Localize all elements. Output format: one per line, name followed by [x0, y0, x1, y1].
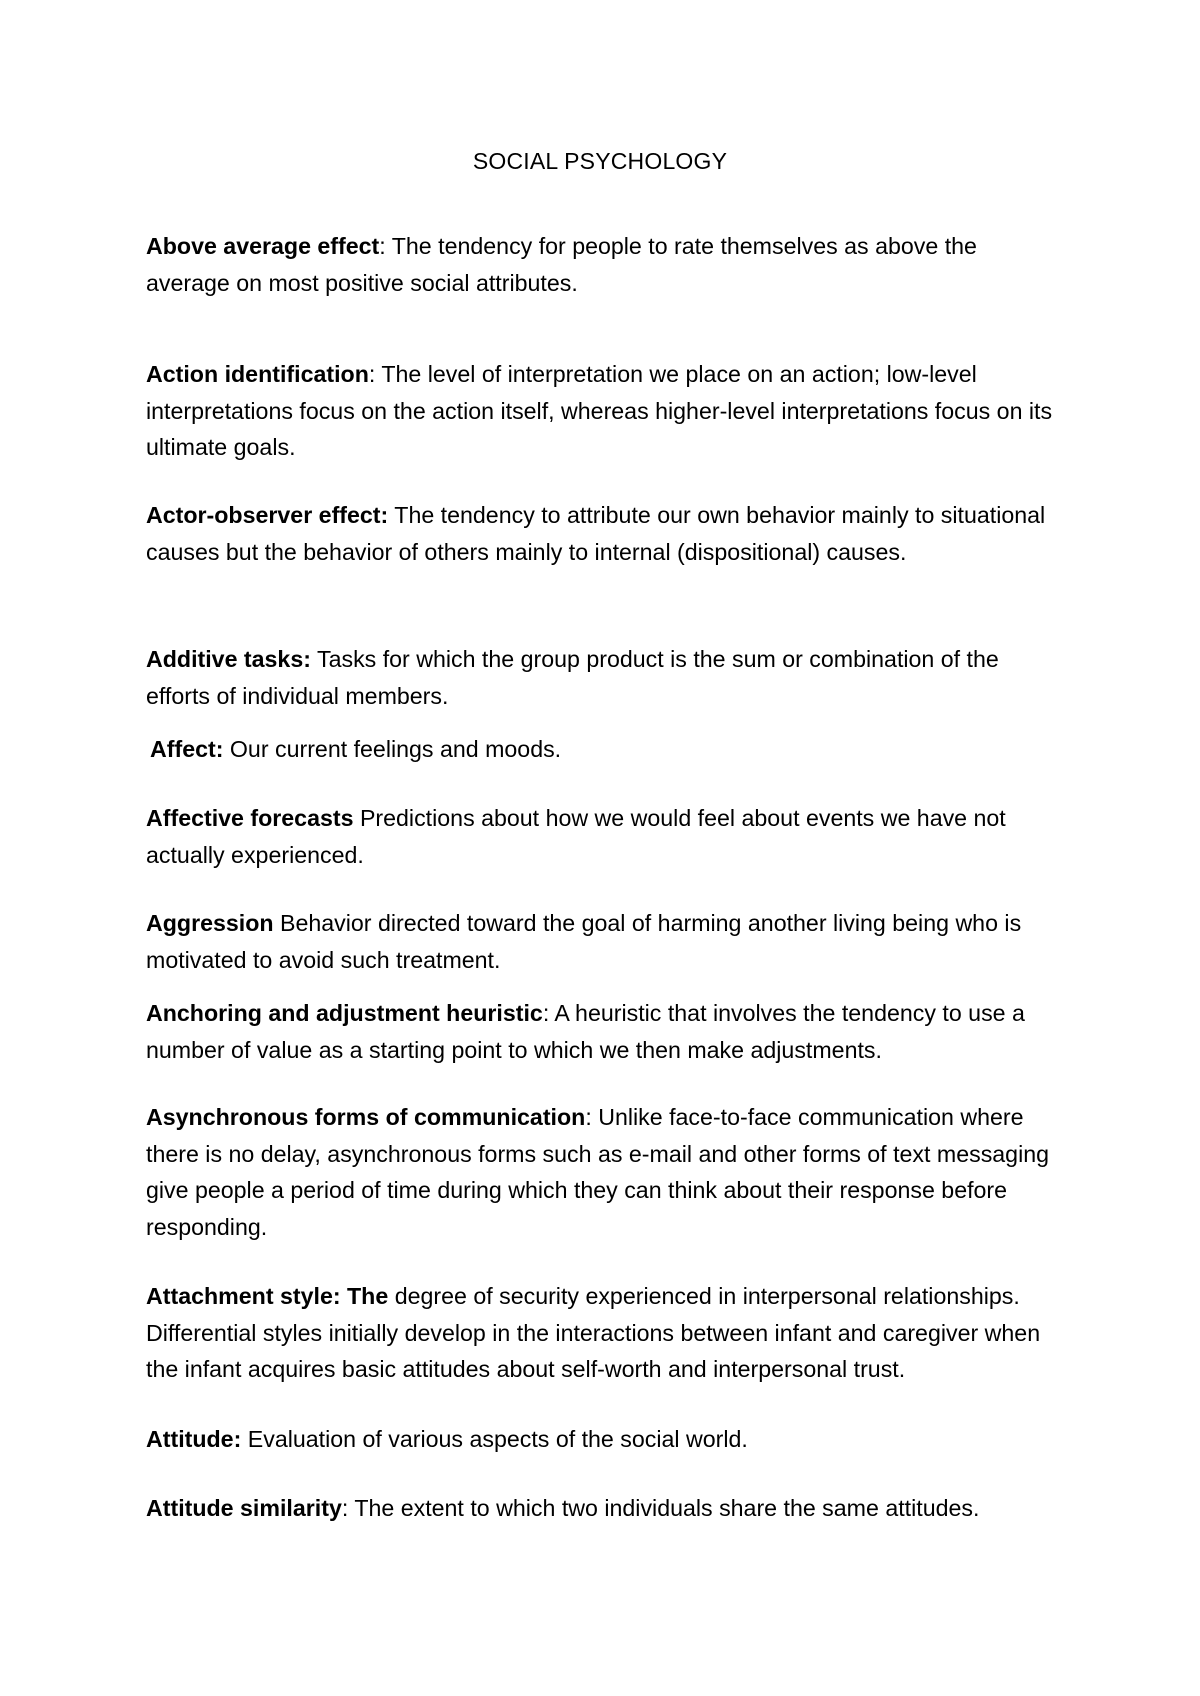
- glossary-entry: [146, 356, 1066, 466]
- glossary-entry: [146, 1099, 1066, 1245]
- glossary-definition: The tendency to attribute our own behavior mainly to situational causes but the behavior of others mainly to internal (dispositional) causes.: [146, 502, 1046, 565]
- glossary-definition: Evaluation of various aspects of the social world.: [247, 1426, 748, 1452]
- term-separator: :: [379, 233, 392, 259]
- glossary-entry: [146, 497, 1066, 570]
- glossary-definition: Behavior directed toward the goal of harming another living being who is motivated to avoid such treatment.: [146, 910, 1022, 973]
- glossary-term: Action identification: [146, 361, 369, 387]
- glossary-term: Anchoring and adjustment heuristic: [146, 1000, 543, 1026]
- glossary-term: Actor-observer effect:: [146, 502, 389, 528]
- glossary-entry: [146, 1278, 1066, 1388]
- term-separator: :: [341, 1495, 355, 1521]
- term-separator: :: [585, 1104, 599, 1130]
- glossary-entry: [146, 641, 1066, 714]
- glossary-entry: [150, 731, 1070, 768]
- glossary-entry: [146, 228, 1066, 301]
- glossary-term: Asynchronous forms of communication: [146, 1104, 586, 1130]
- glossary-entry: [146, 800, 1066, 873]
- glossary-term: Attitude:: [146, 1426, 242, 1452]
- glossary-definition: The tendency for people to rate themselves as above the average on most positive social attributes.: [146, 233, 977, 296]
- glossary-term: Additive tasks:: [146, 646, 311, 672]
- glossary-term: Attitude similarity: [146, 1495, 342, 1521]
- glossary-definition: Our current feelings and moods.: [229, 736, 562, 762]
- glossary-definition: The level of interpretation we place on an action; low-level interpretations focus on the action itself, whereas higher-level interpretations focus on its ultimate goals.: [146, 361, 1053, 460]
- glossary-entry: [146, 1490, 1066, 1527]
- glossary-definition: Unlike face-to-face communication where there is no delay, asynchronous forms such as e-mail and other forms of text messaging give people a period of time during which they can think about their response before responding.: [146, 1104, 1050, 1240]
- glossary-term: Aggression: [146, 910, 274, 936]
- glossary-definition: A heuristic that involves the tendency to use a number of value as a starting point to which we then make adjustments.: [146, 1000, 1025, 1063]
- glossary-term: Above average effect: [146, 233, 380, 259]
- glossary-entry: [146, 1421, 1066, 1458]
- glossary-definition: The extent to which two individuals share the same attitudes.: [354, 1495, 980, 1521]
- glossary-definition: Predictions about how we would feel about events we have not actually experienced.: [146, 805, 1006, 868]
- glossary-definition: degree of security experienced in interpersonal relationships. Differential styles initially develop in the interactions between infant and caregiver when the infant acquires basic attitudes about self-worth and interpersonal trust.: [146, 1283, 1041, 1382]
- glossary-term: Attachment style: The: [146, 1283, 389, 1309]
- term-separator: :: [368, 361, 382, 387]
- glossary-definition: Tasks for which the group product is the sum or combination of the efforts of individual members.: [146, 646, 999, 709]
- glossary-term: Affective forecasts: [146, 805, 354, 831]
- term-separator: :: [542, 1000, 555, 1026]
- page-title: SOCIAL PSYCHOLOGY: [472, 148, 728, 174]
- glossary-entry: [146, 995, 1066, 1068]
- glossary-term: Affect:: [150, 736, 224, 762]
- glossary-entry: [146, 905, 1066, 978]
